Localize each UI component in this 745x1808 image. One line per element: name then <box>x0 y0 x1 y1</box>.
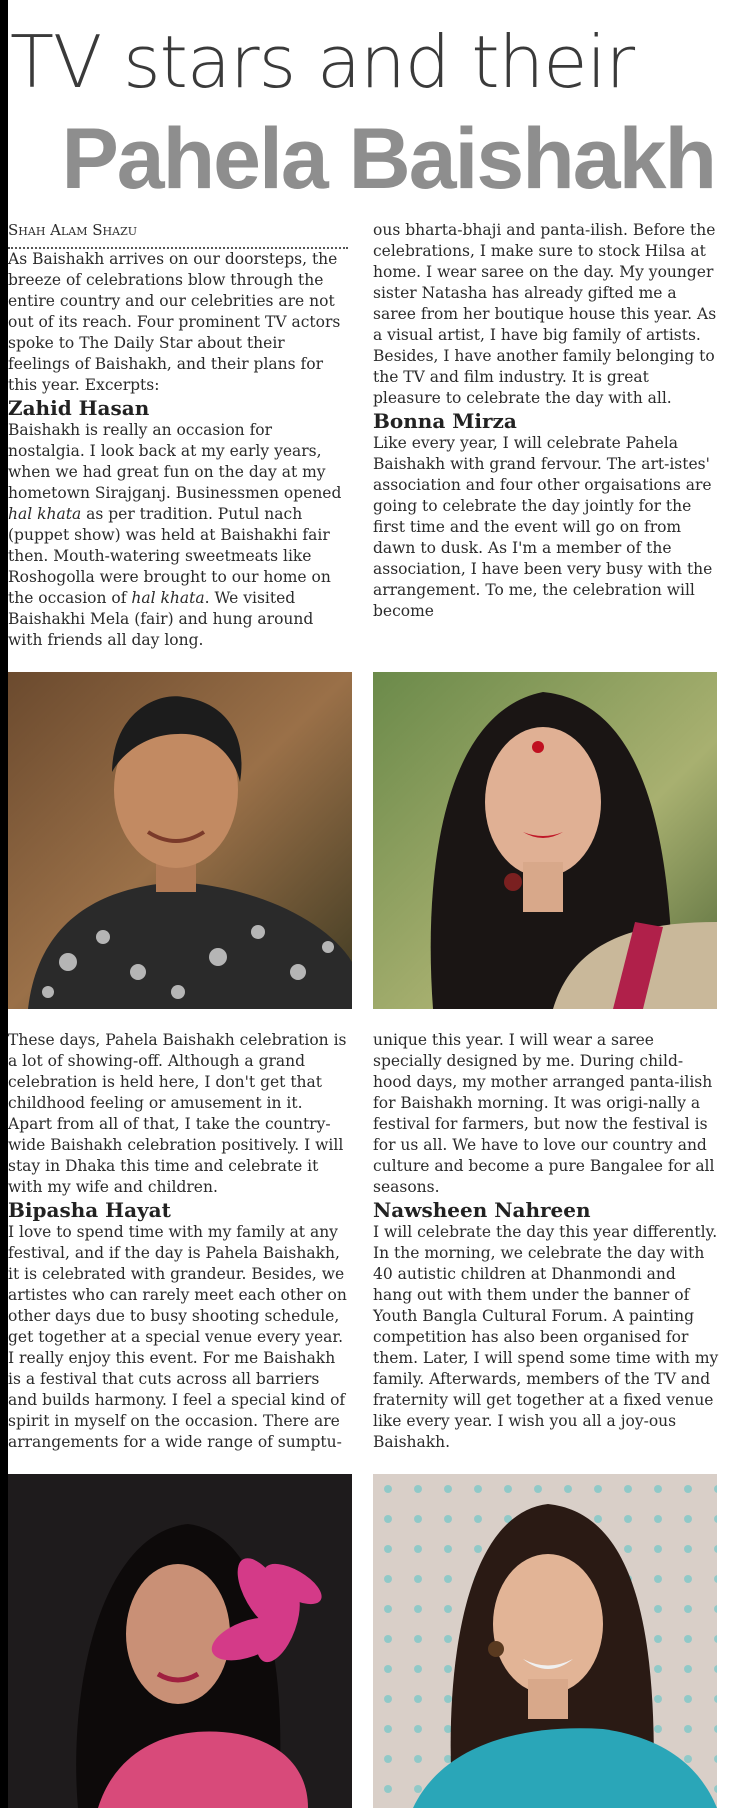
photo-bipasha-hayat <box>8 1474 352 1808</box>
name-nawsheen-nahreen: Nawsheen Nahreen <box>373 1198 591 1222</box>
headline-line-2: Pahela Baishakh <box>61 111 715 207</box>
photo-bonna-mirza <box>373 672 717 1009</box>
photo-nawsheen-nahreen <box>373 1474 717 1808</box>
bipasha-quote-continued: ous bharta-bhaji and panta-ilish. Before the celebrations, I make sure to stock Hilsa at home. I wear saree on the day. My younger sister Natasha has already gifted me a saree from her boutique house this year. As a visual artist, I have big family of artists. Besides, I have another family belonging to the TV and film industry. It is great pleasure to celebrate the day with all. <box>373 221 717 407</box>
name-zahid-hasan: Zahid Hasan <box>8 396 150 420</box>
column-left-bottom <box>8 1030 348 1453</box>
bonna-quote: Like every year, I will celebrate Pahela Baishakh with grand fervour. The art-istes' association and four other orgaisations are going to celebrate the day jointly for the first time and the event will go on from dawn to dusk. As I'm a member of the association, I have been very busy with the arrangement. To me, the celebration will become <box>373 434 713 620</box>
photo-zahid-hasan <box>8 672 352 1009</box>
headline-line-1: TV stars and their <box>10 20 635 104</box>
column-right-bottom <box>373 1030 719 1453</box>
bipasha-quote: I love to spend time with my family at any festival, and if the day is Pahela Baishakh, it is celebrated with grandeur. Besides, we artistes who can rarely meet each other on other days due to busy shooting schedule, get together at a special venue every year. I really enjoy this event. For me Baishakh is a festival that cuts across all barriers and builds harmony. I feel a special kind of spirit in myself on the occasion. There are arrangements for a wide range of sumptu- <box>8 1223 347 1451</box>
column-left-top <box>8 220 348 651</box>
column-right-top <box>373 220 719 622</box>
name-bipasha-hayat: Bipasha Hayat <box>8 1198 171 1222</box>
intro-paragraph: As Baishakh arrives on our doorsteps, the breeze of celebrations blow through the entire country and our celebrities are not out of its reach. Four prominent TV actors spoke to The Daily Star about their feelings of Baishakh, and their plans for this year. Excerpts: <box>8 250 341 394</box>
byline: Shah Alam Shazu <box>8 220 348 249</box>
page-edge <box>0 0 8 1808</box>
zahid-quote: Baishakh is really an occasion for nostalgia. I look back at my early years, when we had great fun on the day at my hometown Sirajganj. Businessmen opened hal khata as per tradition. Putul nach (puppet show) was held at Baishakhi fair then. Mouth-watering sweetmeats like Roshogolla were brought to our home on the occasion of hal khata. We visited Baishakhi Mela (fair) and hung around with friends all day long. <box>8 421 342 649</box>
nawsheen-quote: I will celebrate the day this year differently. In the morning, we celebrate the day with 40 autistic children at Dhanmondi and hang out with them under the banner of Youth Bangla Cultural Forum. A painting competition has also been organised for them. Later, I will spend some time with my family. Afterwards, members of the TV and fraternity will get together at a fixed venue like every year. I wish you all a joy-ous Baishakh. <box>373 1223 719 1451</box>
zahid-quote-continued: These days, Pahela Baishakh celebration is a lot of showing-off. Although a grand celebration is held here, I don't get that childhood feeling or amusement in it. Apart from all of that, I take the country-wide Baishakh celebration positively. I will stay in Dhaka this time and celebrate it with my wife and children. <box>8 1031 347 1196</box>
name-bonna-mirza: Bonna Mirza <box>373 409 517 433</box>
bonna-quote-continued: unique this year. I will wear a saree specially designed by me. During child-hood days, my mother arranged panta-ilish for Baishakh morning. It was origi-nally a festival for farmers, but now the festival is for us all. We have to love our country and culture and become a pure Bangalee for all seasons. <box>373 1031 715 1196</box>
